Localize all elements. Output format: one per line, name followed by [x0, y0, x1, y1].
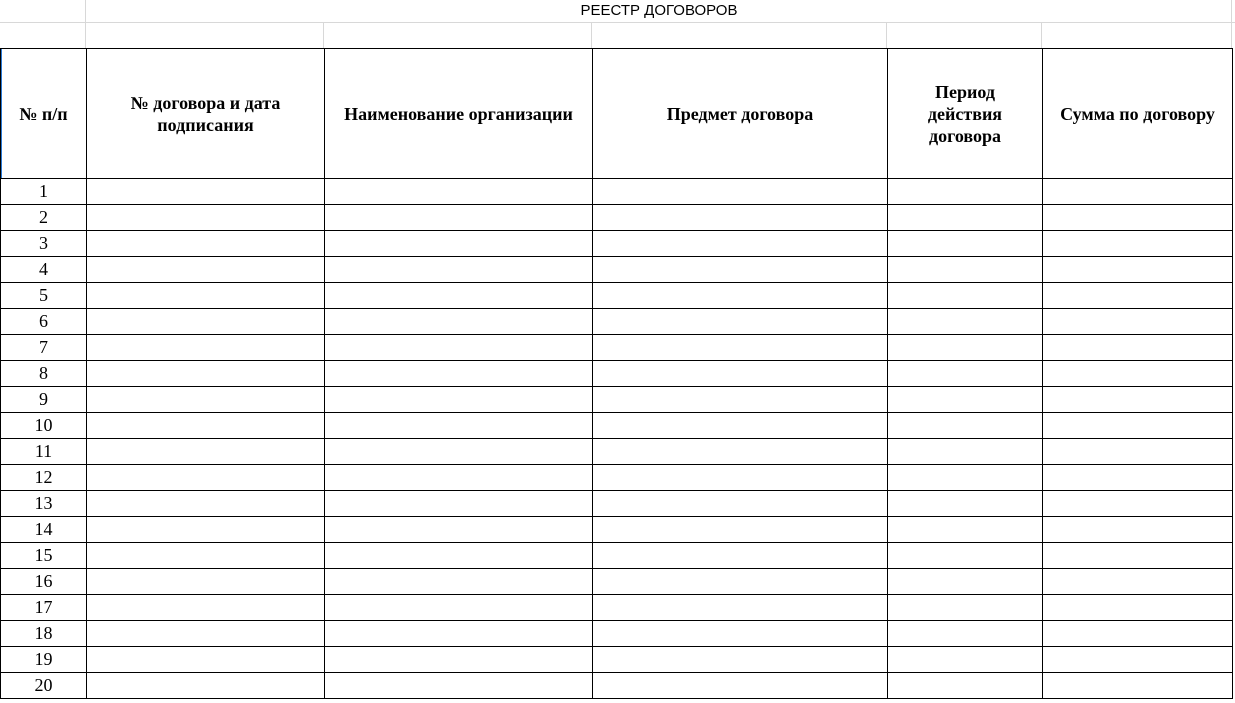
contract-amount-cell[interactable]	[1043, 465, 1233, 491]
table-row	[1, 257, 1233, 283]
row-number-cell[interactable]: 4	[1, 257, 87, 283]
contract-subject-cell[interactable]	[593, 543, 888, 569]
contract-amount-cell[interactable]	[1043, 595, 1233, 621]
contract-number-date-cell[interactable]	[87, 361, 325, 387]
table-row	[1, 205, 1233, 231]
table-row	[1, 413, 1233, 439]
organization-name-cell[interactable]	[325, 257, 593, 283]
table-row	[1, 491, 1233, 517]
organization-name-cell[interactable]	[325, 621, 593, 647]
organization-name-cell[interactable]	[325, 283, 593, 309]
row-number-cell[interactable]: 11	[1, 439, 87, 465]
contract-subject-cell[interactable]	[593, 439, 888, 465]
contract-period-cell[interactable]	[888, 413, 1043, 439]
contract-number-date-cell[interactable]	[87, 569, 325, 595]
organization-name-cell[interactable]	[325, 595, 593, 621]
gridline	[1041, 22, 1042, 48]
gridline	[886, 22, 887, 48]
contract-amount-cell[interactable]	[1043, 361, 1233, 387]
contract-number-date-cell[interactable]	[87, 179, 325, 205]
organization-name-cell[interactable]	[325, 517, 593, 543]
contract-period-cell[interactable]	[888, 595, 1043, 621]
contract-number-date-cell[interactable]	[87, 465, 325, 491]
contract-subject-cell[interactable]	[593, 231, 888, 257]
contract-subject-cell[interactable]	[593, 361, 888, 387]
table-row	[1, 543, 1233, 569]
contract-period-cell[interactable]	[888, 647, 1043, 673]
contract-amount-cell[interactable]	[1043, 283, 1233, 309]
contract-amount-cell[interactable]	[1043, 517, 1233, 543]
row-number-cell[interactable]: 6	[1, 309, 87, 335]
contract-amount-cell[interactable]	[1043, 543, 1233, 569]
organization-name-cell[interactable]	[325, 309, 593, 335]
gridline	[591, 22, 592, 48]
header-label: Наименование организации	[344, 103, 573, 124]
table-row	[1, 361, 1233, 387]
contract-period-cell[interactable]	[888, 335, 1043, 361]
contract-period-cell[interactable]	[888, 543, 1043, 569]
contract-subject-cell[interactable]	[593, 179, 888, 205]
contract-amount-cell[interactable]	[1043, 439, 1233, 465]
organization-name-cell[interactable]	[325, 569, 593, 595]
table-row	[1, 569, 1233, 595]
contract-subject-cell[interactable]	[593, 569, 888, 595]
contract-subject-cell[interactable]	[593, 517, 888, 543]
contract-amount-cell[interactable]	[1043, 335, 1233, 361]
contract-amount-cell[interactable]	[1043, 569, 1233, 595]
contract-period-cell[interactable]	[888, 491, 1043, 517]
organization-name-cell[interactable]	[325, 673, 593, 699]
contract-amount-cell[interactable]	[1043, 309, 1233, 335]
contract-number-date-cell[interactable]	[87, 205, 325, 231]
contract-subject-cell[interactable]	[593, 309, 888, 335]
contract-period-cell[interactable]	[888, 439, 1043, 465]
contract-period-cell[interactable]	[888, 231, 1043, 257]
contract-number-date-cell[interactable]	[87, 543, 325, 569]
header-label: Сумма по договору	[1060, 103, 1215, 124]
organization-name-cell[interactable]	[325, 491, 593, 517]
organization-name-cell[interactable]	[325, 465, 593, 491]
contract-number-date-cell[interactable]	[87, 647, 325, 673]
row-number-cell[interactable]: 2	[1, 205, 87, 231]
contract-period-cell[interactable]	[888, 621, 1043, 647]
header-label: № п/п	[19, 103, 68, 124]
row-number-cell[interactable]: 13	[1, 491, 87, 517]
contract-period-cell[interactable]	[888, 309, 1043, 335]
contract-subject-cell[interactable]	[593, 465, 888, 491]
contract-amount-cell[interactable]	[1043, 413, 1233, 439]
contract-subject-cell[interactable]	[593, 387, 888, 413]
organization-name-cell[interactable]	[325, 413, 593, 439]
contract-amount-cell[interactable]	[1043, 491, 1233, 517]
row-number-cell[interactable]: 7	[1, 335, 87, 361]
contract-amount-cell[interactable]	[1043, 257, 1233, 283]
contract-number-date-cell[interactable]	[87, 309, 325, 335]
contract-subject-cell[interactable]	[593, 335, 888, 361]
header-organization-name[interactable]	[325, 49, 593, 179]
row-number-cell[interactable]: 10	[1, 413, 87, 439]
contract-subject-cell[interactable]	[593, 647, 888, 673]
table-row	[1, 231, 1233, 257]
header-contract-subject[interactable]	[593, 49, 888, 179]
header-label: Предмет договора	[666, 103, 814, 124]
organization-name-cell[interactable]	[325, 387, 593, 413]
contract-period-cell[interactable]	[888, 465, 1043, 491]
header-row-number[interactable]	[1, 49, 87, 179]
contract-number-date-cell[interactable]	[87, 595, 325, 621]
row-number-cell[interactable]: 3	[1, 231, 87, 257]
contract-subject-cell[interactable]	[593, 205, 888, 231]
contract-number-date-cell[interactable]	[87, 673, 325, 699]
table-row	[1, 647, 1233, 673]
contract-amount-cell[interactable]	[1043, 387, 1233, 413]
contract-amount-cell[interactable]	[1043, 673, 1233, 699]
organization-name-cell[interactable]	[325, 647, 593, 673]
table-row	[1, 283, 1233, 309]
contract-subject-cell[interactable]	[593, 257, 888, 283]
contract-period-cell[interactable]	[888, 361, 1043, 387]
organization-name-cell[interactable]	[325, 205, 593, 231]
contract-amount-cell[interactable]	[1043, 647, 1233, 673]
row-number-cell[interactable]: 20	[1, 673, 87, 699]
table-row	[1, 439, 1233, 465]
row-number-cell[interactable]: 12	[1, 465, 87, 491]
organization-name-cell[interactable]	[325, 179, 593, 205]
contract-number-date-cell[interactable]	[87, 335, 325, 361]
contract-period-cell[interactable]	[888, 205, 1043, 231]
gridline	[323, 22, 324, 48]
table-row	[1, 621, 1233, 647]
row-number-cell[interactable]: 8	[1, 361, 87, 387]
header-label: Период действия договора	[927, 81, 1003, 146]
contract-subject-cell[interactable]	[593, 413, 888, 439]
header-contract-amount[interactable]	[1043, 49, 1233, 179]
contract-period-cell[interactable]	[888, 569, 1043, 595]
contract-number-date-cell[interactable]	[87, 517, 325, 543]
table-row	[1, 387, 1233, 413]
contract-period-cell[interactable]	[888, 179, 1043, 205]
contract-period-cell[interactable]	[888, 387, 1043, 413]
organization-name-cell[interactable]	[325, 231, 593, 257]
table-row	[1, 335, 1233, 361]
row-number-cell[interactable]: 16	[1, 569, 87, 595]
organization-name-cell[interactable]	[325, 335, 593, 361]
table-row	[1, 595, 1233, 621]
contract-period-cell[interactable]	[888, 283, 1043, 309]
contract-number-date-cell[interactable]	[87, 231, 325, 257]
table-row	[1, 179, 1233, 205]
row-number-cell[interactable]: 14	[1, 517, 87, 543]
row-number-cell[interactable]: 9	[1, 387, 87, 413]
header-row	[1, 49, 1233, 179]
organization-name-cell[interactable]	[325, 439, 593, 465]
row-number-cell[interactable]: 19	[1, 647, 87, 673]
contract-subject-cell[interactable]	[593, 673, 888, 699]
organization-name-cell[interactable]	[325, 543, 593, 569]
contract-subject-cell[interactable]	[593, 491, 888, 517]
row-number-cell[interactable]: 5	[1, 283, 87, 309]
header-label: № договора и дата подписания	[130, 92, 281, 135]
row-number-cell[interactable]: 15	[1, 543, 87, 569]
contract-amount-cell[interactable]	[1043, 205, 1233, 231]
contract-period-cell[interactable]	[888, 517, 1043, 543]
table-row	[1, 309, 1233, 335]
contracts-registry-table	[0, 48, 1233, 699]
contract-subject-cell[interactable]	[593, 595, 888, 621]
contract-subject-cell[interactable]	[593, 621, 888, 647]
contract-amount-cell[interactable]	[1043, 621, 1233, 647]
contract-subject-cell[interactable]	[593, 283, 888, 309]
header-contract-period[interactable]	[888, 49, 1043, 179]
contract-period-cell[interactable]	[888, 257, 1043, 283]
row-number-cell[interactable]: 18	[1, 621, 87, 647]
contract-number-date-cell[interactable]	[87, 439, 325, 465]
contract-period-cell[interactable]	[888, 673, 1043, 699]
row-number-cell[interactable]: 1	[1, 179, 87, 205]
sheet-title[interactable]: РЕЕСТР ДОГОВОРОВ	[580, 2, 738, 19]
contract-number-date-cell[interactable]	[87, 621, 325, 647]
header-contract-number-date[interactable]	[87, 49, 325, 179]
contract-number-date-cell[interactable]	[87, 283, 325, 309]
contract-number-date-cell[interactable]	[87, 387, 325, 413]
contract-number-date-cell[interactable]	[87, 491, 325, 517]
organization-name-cell[interactable]	[325, 361, 593, 387]
table-row	[1, 465, 1233, 491]
table-row	[1, 517, 1233, 543]
contract-amount-cell[interactable]	[1043, 179, 1233, 205]
contract-amount-cell[interactable]	[1043, 231, 1233, 257]
gridline	[0, 22, 1235, 23]
contract-number-date-cell[interactable]	[87, 257, 325, 283]
contract-number-date-cell[interactable]	[87, 413, 325, 439]
row-number-cell[interactable]: 17	[1, 595, 87, 621]
table-row	[1, 673, 1233, 699]
